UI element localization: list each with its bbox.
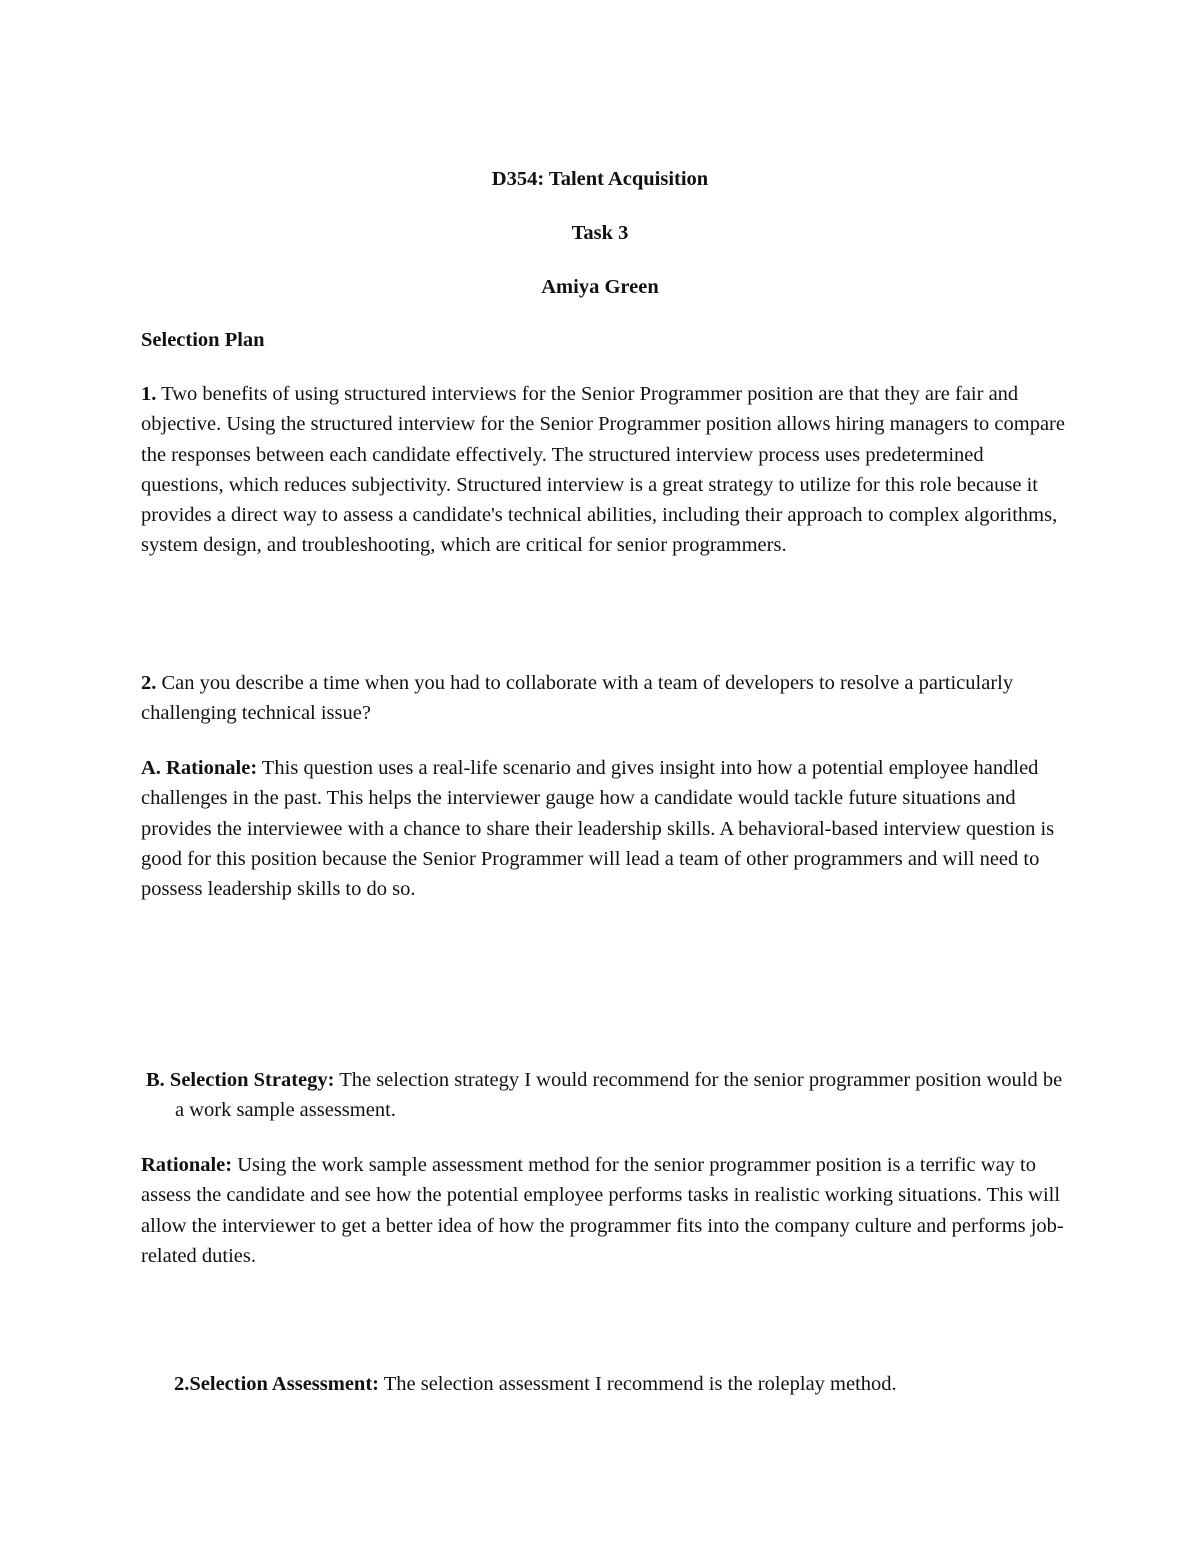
selection-strategy-paragraph bbox=[141, 1065, 1075, 1126]
rationale-text: Using the work sample assessment method for the senior programmer position is a terrific way to assess the candidate and see how the potential employee performs tasks in realistic working situations. This will allow the interviewer to get a better idea of how the programmer fits into the company culture and performs job-related duties. bbox=[141, 1154, 1064, 1267]
selection-assessment-label: 2.Selection Assessment: bbox=[174, 1372, 379, 1395]
selection-assessment-text: The selection assessment I recommend is the roleplay method. bbox=[378, 1372, 897, 1395]
item-2-number: 2. bbox=[141, 672, 157, 694]
rationale-label: Rationale: bbox=[141, 1154, 233, 1176]
course-title: D354: Talent Acquisition bbox=[491, 168, 709, 190]
item-2-paragraph bbox=[141, 668, 1071, 729]
task-title: Task 3 bbox=[571, 222, 629, 244]
rationale-a-label: A. Rationale: bbox=[141, 757, 258, 779]
item-2-text: Can you describe a time when you had to collaborate with a team of developers to resolve a particularly challenging technical issue? bbox=[141, 672, 1014, 725]
item-1-number: 1. bbox=[141, 383, 157, 405]
selection-strategy-text: The selection strategy I would recommend for the senior programmer position would be a work sample assessment. bbox=[175, 1069, 1063, 1122]
rationale-paragraph bbox=[141, 1150, 1071, 1271]
rationale-a-paragraph bbox=[141, 753, 1071, 904]
selection-assessment-paragraph bbox=[174, 1374, 897, 1395]
selection-strategy-label: B. Selection Strategy: bbox=[146, 1069, 335, 1091]
item-1-text: Two benefits of using structured interviews for the Senior Programmer position are that they are fair and objective. Using the structured interview for the Senior Programmer position allows hiring managers to compare the responses between each candidate effectively. The structured interview process uses predetermined questions, which reduces subjectivity. Structured interview is a great strategy to utilize for this role because it provides a direct way to assess a candidate's technical abilities, including their approach to complex algorithms, system design, and troubleshooting, which are critical for senior programmers. bbox=[141, 383, 1065, 557]
item-1-paragraph bbox=[141, 379, 1071, 561]
rationale-a-text: This question uses a real-life scenario and gives insight into how a potential employee handled challenges in the past. This helps the interviewer gauge how a candidate would tackle future situations and provides the interviewee with a chance to share their leadership skills. A behavioral-based interview question is good for this position because the Senior Programmer will lead a team of other programmers and will need to possess leadership skills to do so. bbox=[141, 757, 1055, 901]
author-name: Amiya Green bbox=[541, 276, 659, 298]
section-title: Selection Plan bbox=[141, 329, 265, 351]
